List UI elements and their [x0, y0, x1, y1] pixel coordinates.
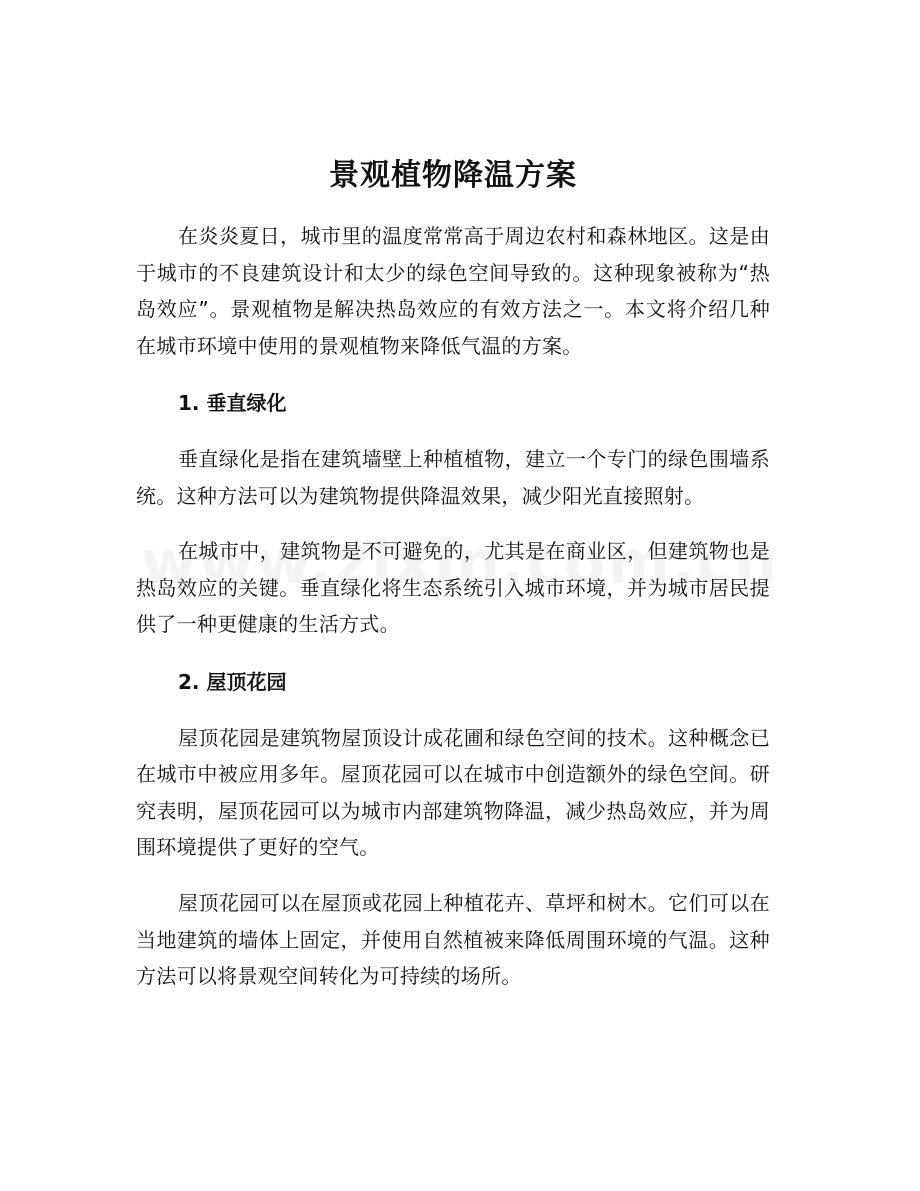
section-heading-roof-garden: 2. 屋顶花园 [178, 669, 287, 694]
section-1-paragraph-1: 垂直绿化是指在建筑墙壁上种植植物，建立一个专门的绿色围墙系统。这种方法可以为建筑物提供降温效果，减少阳光直接照射。 [136, 446, 770, 508]
document-page [136, 148, 770, 995]
intro-paragraph: 在炎炎夏日，城市里的温度常常高于周边农村和森林地区。这是由于城市的不良建筑设计和太少的绿色空间导致的。这种现象被称为“热岛效应”。景观植物是解决热岛效应的有效方法之一。本文将介绍几种在城市环境中使用的景观植物来降低气温的方案。 [136, 224, 770, 358]
section-1-paragraph-2: 在城市中，建筑物是不可避免的，尤其是在商业区，但建筑物也是热岛效应的关键。垂直绿化将生态系统引入城市环境，并为城市居民提供了一种更健康的生活方式。 [136, 539, 770, 637]
section-2-paragraph-1: 屋顶花园是建筑物屋顶设计成花圃和绿色空间的技术。这种概念已在城市中被应用多年。屋顶花园可以在城市中创造额外的绿色空间。研究表明，屋顶花园可以为城市内部建筑物降温，减少热岛效应，并为周围环境提供了更好的空气。 [136, 725, 770, 860]
section-2-paragraph-2: 屋顶花园可以在屋顶或花园上种植花卉、草坪和树木。它们可以在当地建筑的墙体上固定，并使用自然植被来降低周围环境的气温。这种方法可以将景观空间转化为可持续的场所。 [136, 890, 770, 989]
section-heading-vertical-greening: 1. 垂直绿化 [178, 391, 287, 416]
document-title: 景观植物降温方案 [329, 158, 577, 193]
